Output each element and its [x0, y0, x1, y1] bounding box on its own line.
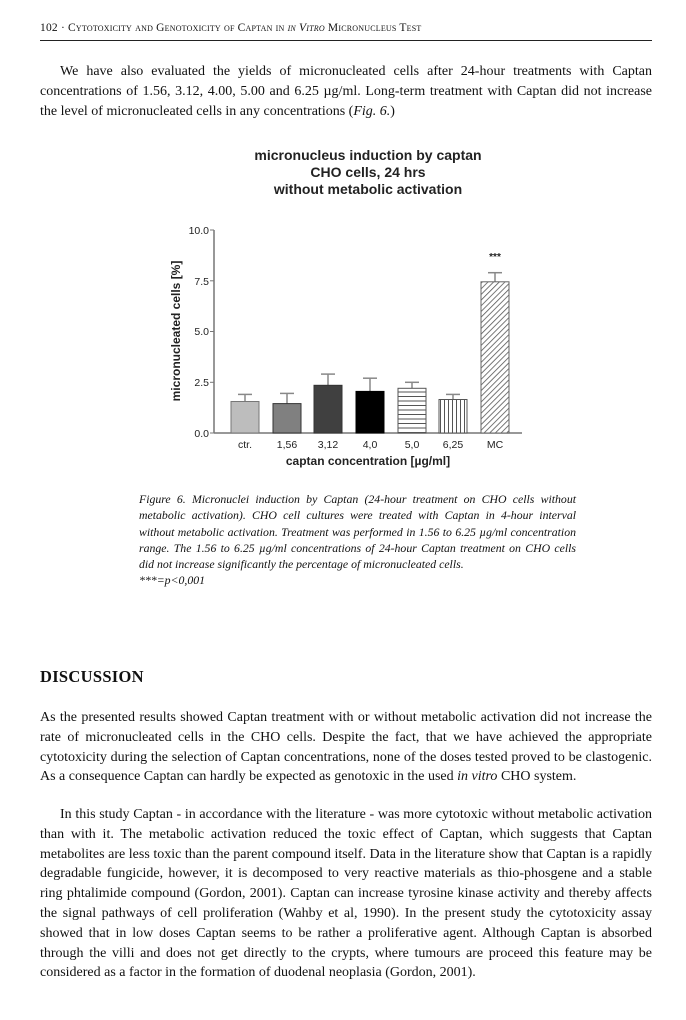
- svg-text:1,56: 1,56: [276, 439, 298, 451]
- running-title-italic: in Vitro: [287, 22, 325, 34]
- y-tick-0: 0.0: [194, 428, 209, 440]
- bar-5.0: [398, 388, 426, 433]
- svg-text:ctr.: ctr.: [237, 439, 253, 451]
- bar-3.12: [314, 385, 342, 433]
- x-tick-labels: [238, 439, 504, 451]
- caption-significance: ***=p<0,001: [139, 573, 206, 588]
- y-tick-2.5: 2.5: [194, 377, 209, 389]
- y-tick-7.5: 7.5: [194, 276, 209, 288]
- figure-reference: Fig. 6.: [353, 103, 391, 119]
- y-ticks: [189, 225, 214, 440]
- page-number: 102: [40, 22, 58, 34]
- svg-text:6,25: 6,25: [442, 439, 464, 451]
- header-separator: ·: [60, 22, 65, 34]
- bar-ctr: [231, 402, 259, 434]
- chart-subtitle-1: CHO cells, 24 hrs: [310, 164, 426, 180]
- bars: [231, 252, 509, 433]
- chart-title: micronucleus induction by captan: [254, 147, 482, 163]
- bar-4.0: [356, 391, 384, 433]
- bar-chart: [0, 0, 686, 480]
- svg-text:3,12: 3,12: [317, 439, 339, 451]
- svg-text:4,0: 4,0: [362, 439, 378, 451]
- running-title-part2: Micronucleus Test: [327, 22, 422, 34]
- discussion-paragraph-2: In this study Captan - in accordance with the literature - was more cytotoxic without metabolic activation than with it. The metabolic activation reduced the toxic effect of Captan, which suggests that Captan metabolites are less toxic than the parent compound itself. Data in the literature show that Captan is a rapidly degradable fungicide, however, it is decomposed to very reactive materials as thio-phosgene and a stable ring phtalimide compound (Gordon, 2001). Captan can increase tyrosine kinase activity and thereby affects the signal pathways of cell proliferation (Wahby et al, 1990). In the present study the cytotoxicity assay showed that in low doses Captan seems to be rather a proliferative agent. Although Captan is absorbed through the villi and does not get directly to the crypts, where tumours are proceed this feature may be considered as a factor in the formation of duodenal neoplasia (Gordon, 2001).: [40, 807, 652, 981]
- svg-text:MC: MC: [486, 439, 504, 451]
- bar-mc: [481, 282, 509, 433]
- bar-6.25: [439, 400, 467, 434]
- figure-caption: [139, 491, 576, 589]
- y-tick-10: 10.0: [188, 225, 209, 237]
- bar-1.56: [273, 404, 301, 433]
- chart-subtitle-2: without metabolic activation: [273, 181, 463, 197]
- running-title-part1: Cytotoxicity and Genotoxicity of Captan in: [68, 22, 285, 34]
- y-tick-5: 5.0: [194, 326, 209, 338]
- x-axis-label: captan concentration [µg/ml]: [285, 454, 451, 468]
- caption-text: Figure 6. Micronuclei induction by Captan (24-hour treatment on CHO cells without metabolic activation). CHO cell cultures were treated with Captan in 4-hour interval without metabolic activation. Treatment was performed in 1.56 to 6.25 µg/ml concentration range. The 1.56 to 6.25 µg/ml concentrations of 24-hour Captan treatment on CHO cells did not increase significantly the percentage of micronucleated cells.: [139, 492, 576, 572]
- in-vitro-italic: in vitro: [457, 769, 498, 785]
- intro-close: ): [390, 103, 395, 119]
- y-axis-label: micronucleated cells [%]: [169, 260, 183, 402]
- svg-text:5,0: 5,0: [404, 439, 420, 451]
- discussion-paragraph-1: As the presented results showed Captan treatment with or without metabolic activation did not increase the rate of micronucleated cells in the CHO cells. Despite the fact, that we have achieved the appropriate cytotoxicity during the selection of Captan concentrations, none of the doses tested proved to be clastogenic. As a consequence Captan can hardly be expected as genotoxic in the used in vitro CHO system.: [40, 710, 652, 785]
- significance-marker: ***: [489, 252, 501, 263]
- intro-text: We have also evaluated the yields of micronucleated cells after 24-hour treatments with Captan concentrations of 1.56, 3.12, 4.00, 5.00 and 6.25 µg/ml. Long-term treatment with Captan did not increase the level of micronucleated cells in any concentrations (: [40, 64, 652, 119]
- section-heading-discussion: DISCUSSION: [40, 667, 144, 686]
